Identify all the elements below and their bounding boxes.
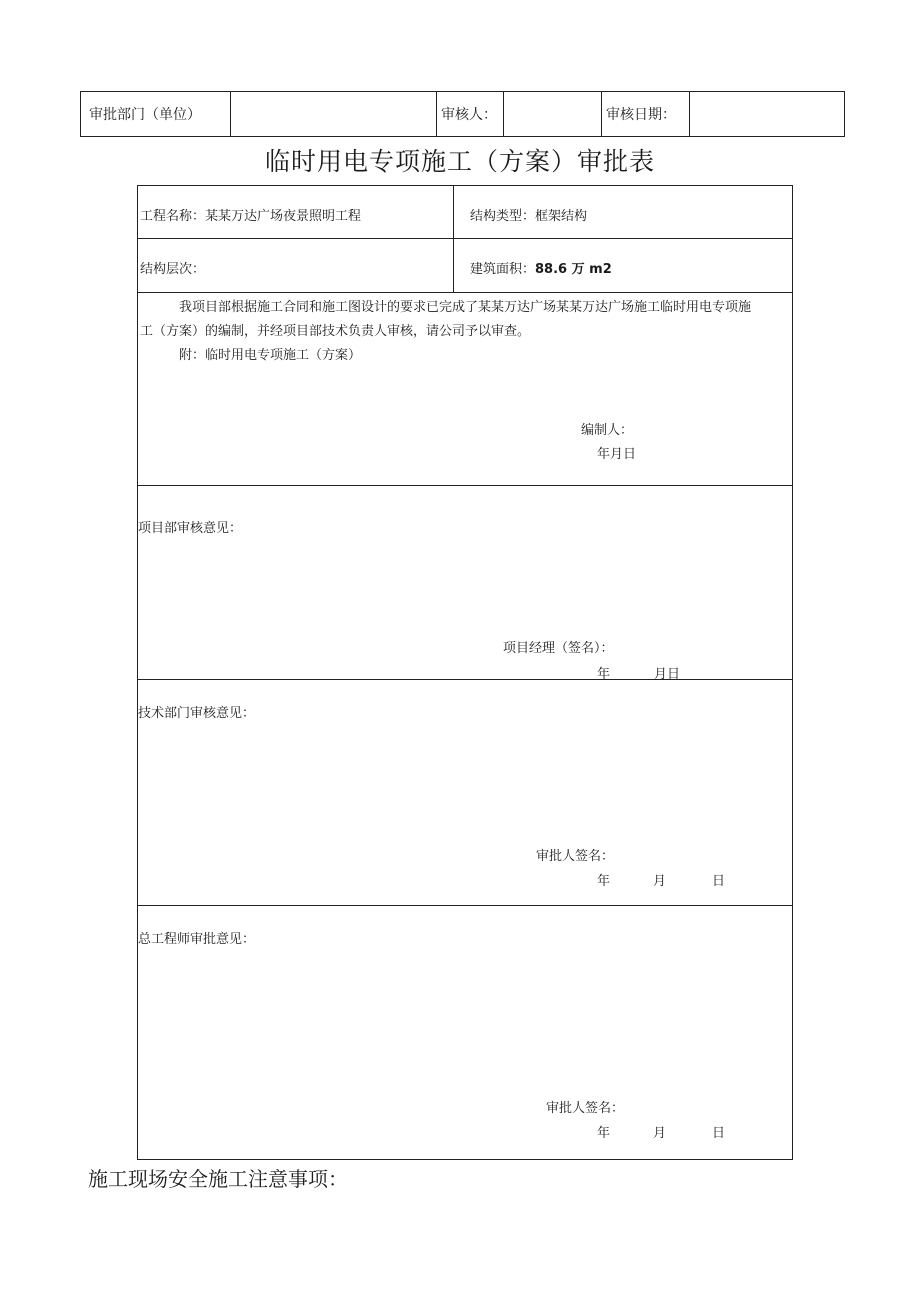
tech-dept-day: 日	[712, 874, 726, 889]
building-area-unit-m2: m2	[589, 262, 612, 277]
submission-line: 工（方案）的编制，并经项目部技术负责人审核，请公司予以审查。	[140, 324, 531, 339]
row-divider	[138, 292, 792, 293]
project-manager-sign-label[interactable]: 项目经理（签名）：	[503, 641, 614, 656]
structure-type-field[interactable]	[470, 205, 587, 224]
chief-approver-sign-label[interactable]: 审批人签名：	[546, 1101, 625, 1116]
building-area-field[interactable]	[470, 258, 612, 277]
review-date-field[interactable]	[690, 92, 845, 137]
building-area-value: 88.6	[535, 262, 568, 277]
project-name-value: 某某万达广场夜景照明工程	[205, 209, 362, 224]
safety-notes-heading: 施工现场安全施工注意事项：	[88, 1167, 348, 1191]
compiler-label[interactable]: 编制人：	[581, 423, 634, 438]
tech-dept-month: 月	[653, 874, 667, 889]
tech-approver-sign-label[interactable]: 审批人签名：	[536, 849, 615, 864]
project-dept-opinion-label: 项目部审核意见：	[138, 521, 243, 536]
project-name-field[interactable]	[140, 205, 361, 224]
project-dept-month-day: 月日	[654, 667, 681, 682]
building-area-unit: 万	[571, 262, 585, 277]
reviewer-label: 审核人：	[437, 92, 504, 137]
submission-statement	[140, 296, 790, 368]
row-divider	[138, 485, 792, 486]
attachment-note: 附：临时用电专项施工（方案）	[179, 348, 362, 363]
chief-engineer-opinion-label: 总工程师审批意见：	[138, 932, 256, 947]
approval-header-table	[80, 91, 845, 137]
chief-engineer-year: 年	[597, 1126, 611, 1141]
building-area-label: 建筑面积：	[470, 262, 536, 277]
approval-form	[137, 185, 793, 1160]
department-field[interactable]	[231, 92, 437, 137]
structure-floors-field[interactable]	[140, 258, 205, 277]
reviewer-field[interactable]	[504, 92, 602, 137]
structure-type-label: 结构类型：	[470, 209, 536, 224]
compile-date-label[interactable]: 年月日	[597, 447, 637, 462]
chief-engineer-month: 月	[653, 1126, 667, 1141]
review-date-label: 审核日期：	[602, 92, 690, 137]
tech-dept-year: 年	[597, 874, 611, 889]
chief-engineer-day: 日	[712, 1126, 726, 1141]
row-divider	[138, 238, 792, 239]
structure-floors-label: 结构层次：	[140, 262, 206, 277]
submission-line: 我项目部根据施工合同和施工图设计的要求已完成了某某万达广场某某万达广场施工临时用电专项施	[179, 300, 752, 315]
row-divider	[138, 905, 792, 906]
row-divider	[138, 679, 792, 680]
department-label: 审批部门（单位）	[81, 92, 231, 137]
page-title: 临时用电专项施工（方案）审批表	[264, 147, 655, 176]
structure-type-value: 框架结构	[535, 209, 588, 224]
tech-dept-opinion-label: 技术部门审核意见：	[138, 706, 256, 721]
project-name-label: 工程名称：	[140, 209, 206, 224]
column-divider	[453, 186, 454, 292]
project-dept-year: 年	[597, 667, 611, 682]
